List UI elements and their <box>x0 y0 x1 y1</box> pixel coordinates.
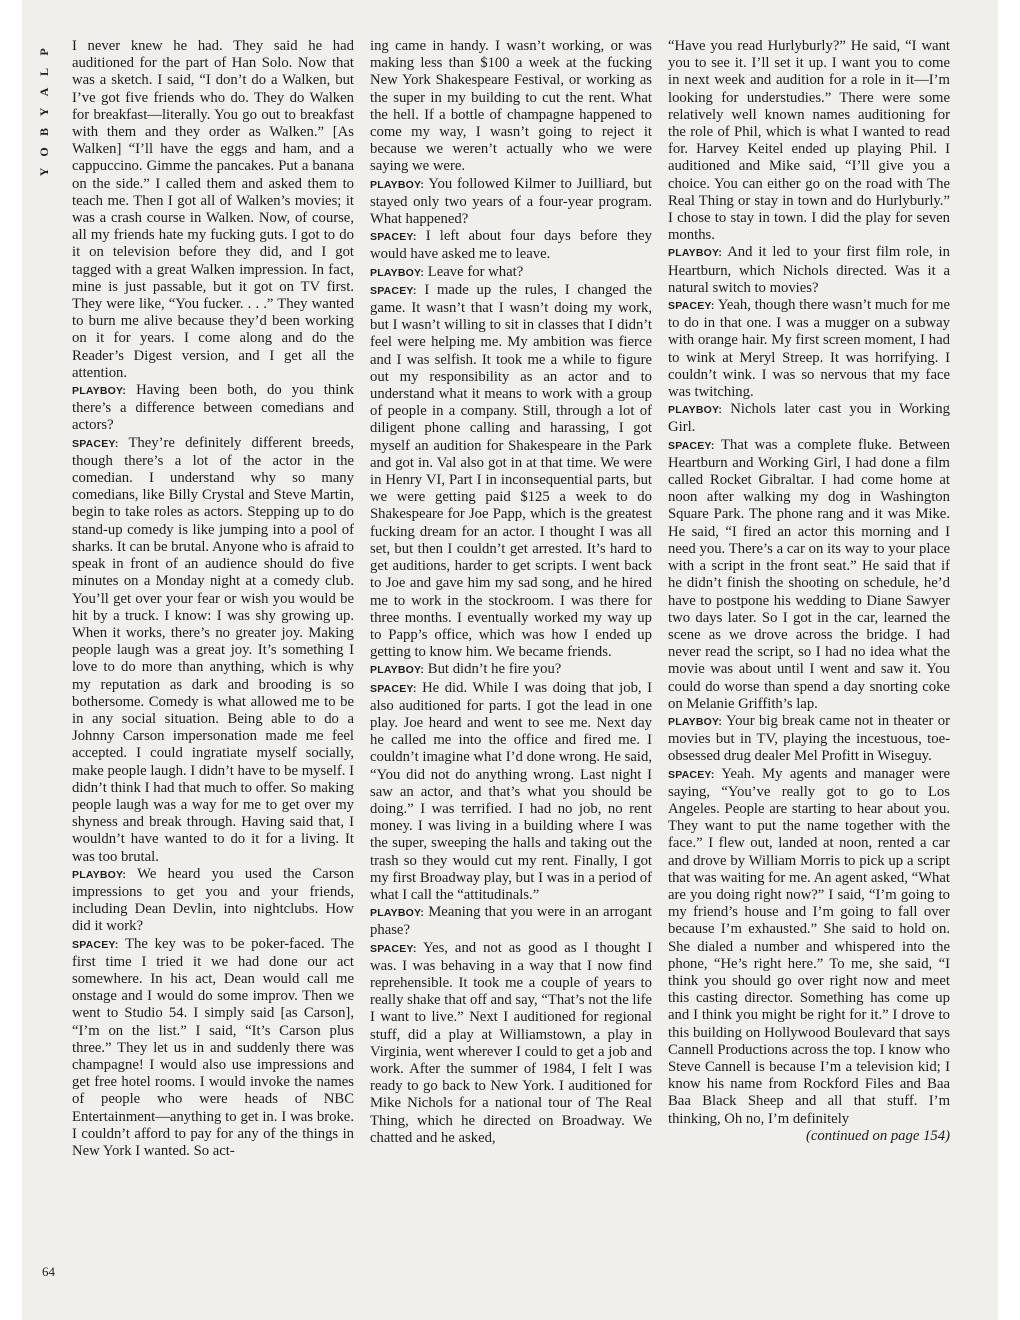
speaker-label: PLAYBOY: <box>668 404 723 417</box>
paragraph <box>72 382 354 435</box>
section-title-letter: B <box>37 128 51 137</box>
magazine-page <box>22 0 998 1320</box>
speaker-label: SPACEY: <box>668 768 715 781</box>
section-title-letter: P <box>37 48 51 56</box>
paragraph <box>668 244 950 297</box>
speaker-label: PLAYBOY: <box>370 907 425 920</box>
paragraph <box>72 936 354 1161</box>
paragraph-text: That was a complete fluke. Between Heartburn and Working Girl, I had done a film called Rocket Gibraltar. I had come home at noon after walking my dog in Washington Square Park. The phone rang and it was Mike. He said, “I fired an actor this morning and I need you. There’s a car on its way to your place with a script in the front seat.” He said that if he didn’t finish the shooting on schedule, he’d have to postpone his wedding to Diane Sawyer two days later. So I got in the car, learned the scene as we drove across the bridge. I had never read the script, so I had no idea what the movie was about until I went and saw it. You could do worse than spend a day snorting coke on Melanie Griffith’s lap. <box>668 436 950 712</box>
paragraph-text: ing came in handy. I wasn’t working, or was making less than $100 a week at the fucking New York Shakespeare Festival, or working as the super in my building to cut the rent. What the hell. If a bottle of champagne happened to come my way, I wasn’t going to reject it because we weren’t actually who we were saying we were. <box>370 38 652 175</box>
paragraph <box>72 866 354 936</box>
speaker-label: PLAYBOY: <box>370 178 425 191</box>
paragraph <box>370 282 652 661</box>
paragraph-text: Your big break came not in theater or movies but in TV, playing the incestuous, toe-obsessed drug dealer Mel Profitt in Wiseguy. <box>668 712 950 765</box>
speaker-label: SPACEY: <box>72 437 119 450</box>
paragraph-text: We heard you used the Carson impressions to get you and your friends, including Dean Devlin, into nightclubs. How did it work? <box>72 865 354 935</box>
paragraph-text: Nichols later cast you in Working Girl. <box>668 401 950 436</box>
paragraph-text: Yeah. My agents and manager were saying, “You’ve really got to go to Los Angeles. People are starting to hear about you. They want to put the name together with the face.” I flew out, landed at noon, rented a car and drove by William Morris to pick up a script that was waiting for me. An agent asked, “What are you doing right now?” I said, “I’m going to my friend’s house and I’m going to fall over because I’m exhausted.” She said to hold on. She dialed a number and whispered into the phone, “He’s right here.” To me, she said, “I think you should go over right now and meet this casting director. Something has come up and I think you might be right for it.” I drove to this building on Hollywood Boulevard that says Cannell Productions across the top. I know who Steve Cannell is because I’m a television kid; I know his name from Rockford Files and Baa Baa Black Sheep and all that stuff. I’m thinking, Oh no, I’m definitely <box>668 765 950 1127</box>
section-title-letter: Y <box>37 167 51 177</box>
paragraph-text: He did. While I was doing that job, I also auditioned for parts. I got the lead in one play. Joe heard and went to see me. Next day he called me into the office and fired me. I couldn’t imagine what I’d done wrong. He said, “You did not do anything wrong. Last night I saw an actor, and that’s what you should be doing.” I was terrified. I had no job, no rent money. I was living in a building where I was the super, sweeping the halls and taking out the trash so they would cut my rent. Finally, I got my first Broadway play, but I was in a period of what I call the “attitudinals.” <box>370 679 652 903</box>
paragraph-text: But didn’t he fire you? <box>427 661 562 678</box>
text-column-1 <box>72 38 354 1293</box>
paragraph-text: Having been both, do you think there’s a difference between comedians and actors? <box>72 382 354 434</box>
speaker-label: SPACEY: <box>668 300 715 313</box>
speaker-label: SPACEY: <box>72 938 119 951</box>
paragraph-text: They’re definitely different breeds, though there’s a lot of the actor in the comedian. I understand why so many comedians, like Billy Crystal and Steve Martin, begin to take roles as actors. Stepping up to do stand-up comedy is like jumping into a pool of sharks. It can be brutal. Anyone who is afraid to speak in front of an audience should do five minutes on a Monday night at a comedy club. You’ll get over your fear or wish you would be hit by a truck. I know: I was shy growing up. When it works, there’s no greater joy. Making people laugh was a great joy. It’s something I love to do more than anything, which is why my reputation as dark and brooding is so bothersome. Comedy is what allowed me to be in any social situation. Being able to do a Johnny Carson impersonation made me feel accepted. I could ingratiate myself socially, make people laugh. I didn’t have to be myself. I didn’t think I had that much to offer. So making people laugh was a way for me to get over my shyness and break through. Having said that, I wouldn’t have wanted to do it for a living. It was too brutal. <box>72 434 354 865</box>
speaker-label: PLAYBOY: <box>370 664 425 677</box>
paragraph <box>370 264 652 282</box>
paragraph-text: Yes, and not as good as I thought I was. I was behaving in a way that I now find reprehensible. It took me a couple of years to really shake that off and say, “That’s not the life I want to live.” Next I auditioned for regional stuff, did a play at Williamstown, a play in Virginia, went wherever I could to get a job and work. After the summer of 1984, I felt I was ready to go back to New York. I auditioned for Mike Nichols for a national tour of The Real Thing, which he directed on Broadway. We chatted and he asked, <box>370 939 652 1146</box>
speaker-label: PLAYBOY: <box>72 868 127 881</box>
section-title-letter: L <box>37 68 51 77</box>
paragraph <box>668 713 950 766</box>
paragraph <box>668 766 950 1128</box>
speaker-label: PLAYBOY: <box>72 385 127 398</box>
paragraph <box>72 38 354 382</box>
speaker-label: PLAYBOY: <box>370 266 425 279</box>
speaker-label: SPACEY: <box>370 682 417 695</box>
paragraph <box>72 435 354 866</box>
section-title-letter: O <box>37 147 51 157</box>
speaker-label: PLAYBOY: <box>668 247 723 260</box>
paragraph <box>668 401 950 436</box>
paragraph <box>370 38 652 176</box>
paragraph <box>370 680 652 905</box>
paragraph <box>370 940 652 1147</box>
paragraph-text: And it led to your first film role, in Heartburn, which Nichols directed. Was it a natural switch to movies? <box>668 244 950 296</box>
speaker-label: PLAYBOY: <box>668 715 723 728</box>
paragraph <box>370 904 652 939</box>
continued-note: (continued on page 154) <box>806 1127 950 1144</box>
paragraph-text: I never knew he had. They said he had auditioned for the part of Han Solo. Now that was a sketch. I said, “I don’t do a Walken, but I’ve got five friends who do. They do Walken for breakfast—literally. You go out to breakfast with them and they order as Walken.” [As Walken] “I’ll have the eggs and ham, and a cappuccino. Gimme the pancakes. Put a banana on the side.” I called them and asked them to teach me. Then I got all of Walken’s movies; it was a crash course in Walken. Now, of course, all my friends hate my fucking guts. I got to do it on television before they did, and I got tagged with a great Walken impression. In fact, mine is just passable, but it got on TV first. They were like, “You fucker. . . .” They wanted to burn me alive because they’d been working on it for years. I come along and do the Reader’s Digest version, and I get all the attention. <box>72 38 354 381</box>
section-title-letter: A <box>37 87 51 97</box>
speaker-label: SPACEY: <box>668 439 715 452</box>
paragraph-text: “Have you read Hurlyburly?” He said, “I want you to see it. I’ll set it up. I want you to come in next week and audition for a role in it—I’m looking for understudies.” There were some relatively well known names auditioning for the role of Phil, which is what I wanted to read for. Harvey Keitel ended up playing Phil. I auditioned and Mike said, “I’ll give you a choice. You can either go on the road with The Real Thing or stay in town and do Hurlyburly.” I chose to stay in town. I did the play for seven months. <box>668 38 950 244</box>
paragraph <box>370 176 652 229</box>
paragraph-text: Meaning that you were in an arrogant phase? <box>370 904 652 939</box>
page-number: 64 <box>42 1264 55 1279</box>
text-column-3 <box>668 38 950 1293</box>
paragraph <box>668 437 950 713</box>
speaker-label: SPACEY: <box>370 231 417 244</box>
paragraph <box>668 297 950 401</box>
paragraph-text: You followed Kilmer to Juilliard, but stayed only two years of a four-year program. What happened? <box>370 175 652 228</box>
paragraph <box>668 38 950 244</box>
paragraph-text: Yeah, though there wasn’t much for me to do in that one. I was a mugger on a subway with orange hair. My first screen moment, I had to wink at Meryl Streep. It was horrifying. I couldn’t wink. I was so nervous that my face was twitching. <box>668 297 950 401</box>
section-title-vertical <box>34 42 54 192</box>
speaker-label: SPACEY: <box>370 284 417 297</box>
paragraph-text: The key was to be poker-faced. The first time I tried it we had done our act somewhere. In his act, Dean would call me onstage and I would do some improv. Then we went to Studio 54. I simply said [as Carson], “I’m on the list.” I said, “It’s Carson plus three.” They let us in and suddenly there was champagne! I would also use impressions and get free hotel rooms. I would invoke the names of people who were heads of NBC Entertainment—anything to get in. I was broke. I couldn’t afford to pay for any of the things in New York I wanted. So act- <box>72 935 354 1159</box>
text-column-2 <box>370 38 652 1293</box>
paragraph <box>370 661 652 679</box>
paragraph <box>370 228 652 263</box>
paragraph-text: Leave for what? <box>427 263 524 280</box>
section-title-letter: Y <box>37 107 51 117</box>
paragraph-text: I made up the rules, I changed the game. It wasn’t that I wasn’t doing my work, but I wasn’t willing to sit in classes that I didn’t feel were helping me. My ambition was fierce and I was selfish. It took me a while to figure out my responsibility as an actor and to understand what it means to work with a group of people in a company. Still, through a lot of diligent phone calling and harassing, I got myself an audition for Shakespeare in the Park and got in. Val also got in at that time. We were in Henry VI, Part I in inconsequential parts, but we were getting paid $125 a week to do Shakespeare for Joe Papp, which is the greatest fucking dream for an actor. I thought I was all set, but then I couldn’t get arrested. It’s hard to get auditions, harder to get scripts. I went back to Joe and gave him my sad song, and he hired me to work in the stockroom. I was there for three months. I eventually worked my way up to Papp’s office, which was how I ended up getting to know him. We became friends. <box>370 281 652 661</box>
paragraph-text: I left about four days before they would have asked me to leave. <box>370 228 652 263</box>
speaker-label: SPACEY: <box>370 942 417 955</box>
